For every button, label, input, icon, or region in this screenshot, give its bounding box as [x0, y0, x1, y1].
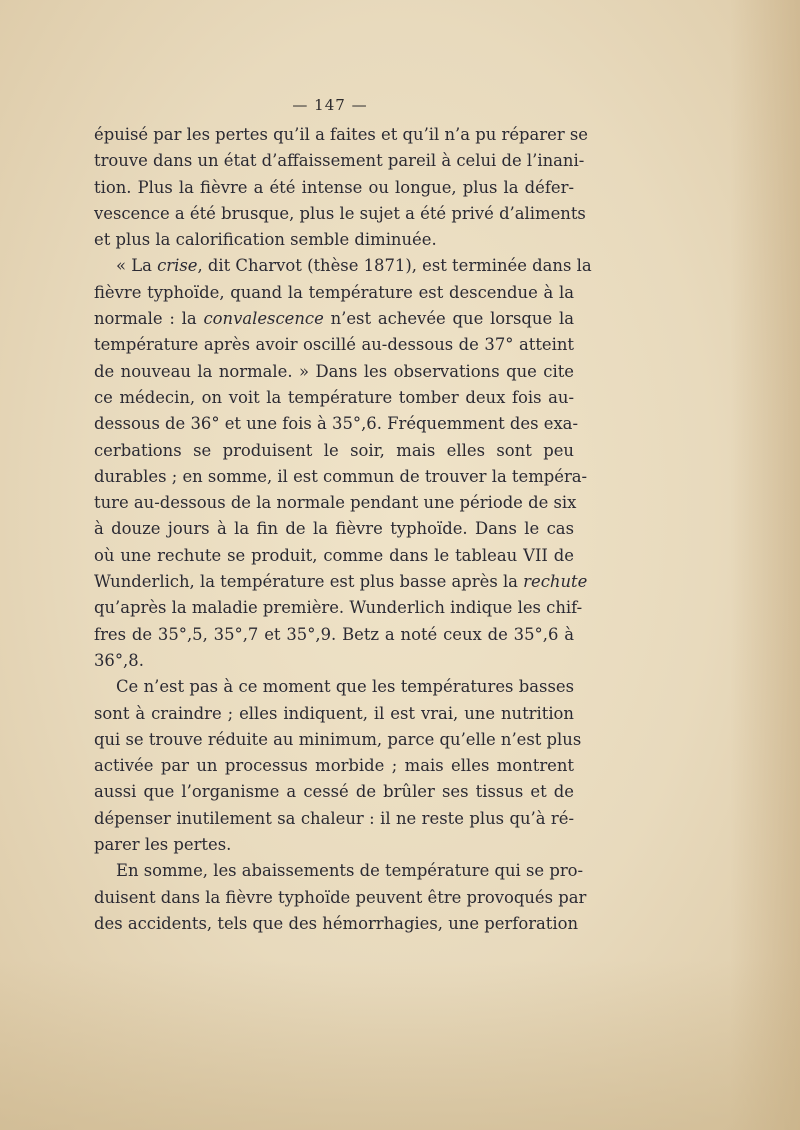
text-fragment: « La: [116, 256, 158, 276]
body-text: [94, 122, 592, 937]
text-line: 36°,8.: [94, 650, 144, 670]
text-fragment: normale : la: [94, 309, 204, 329]
text-line: durables ; en somme, il est commun de trouver la tempéra-: [94, 466, 588, 486]
text-line: sont à craindre ; elles indiquent, il est vrai, une nutrition: [94, 703, 574, 723]
text-fragment: Wunderlich, la température est plus basse après la: [94, 572, 524, 592]
text-line: de nouveau la normale. » Dans les observations que cite: [94, 361, 574, 381]
text-line: à douze jours à la fin de la fièvre typhoïde. Dans le cas: [94, 519, 574, 539]
text-line: fres de 35°,5, 35°,7 et 35°,9. Betz a noté ceux de 35°,6 à: [94, 624, 574, 644]
text-line: vescence a été brusque, plus le sujet a été privé d’aliments: [94, 203, 586, 223]
italic-term-crise: crise: [157, 256, 198, 276]
text-line: Ce n’est pas à ce moment que les températures basses: [116, 677, 574, 697]
text-line: ture au-dessous de la normale pendant une période de six: [94, 493, 577, 513]
text-line: qu’après la maladie première. Wunderlich indique les chif-: [94, 598, 583, 618]
text-line: aussi que l’organisme a cessé de brûler ses tissus et de: [94, 782, 574, 802]
text-line: qui se trouve réduite au minimum, parce qu’elle n’est plus: [94, 729, 582, 749]
text-line: et plus la calorification semble diminuée.: [94, 230, 437, 250]
text-fragment: n’est achevée que lorsque la: [323, 309, 574, 329]
text-line: [94, 253, 592, 279]
text-line: température après avoir oscillé au-dessous de 37° atteint: [94, 335, 574, 355]
text-line: fièvre typhoïde, quand la température est descendue à la: [94, 282, 574, 302]
text-line: dessous de 36° et une fois à 35°,6. Fréquemment des exa-: [94, 414, 578, 434]
text-line: épuisé par les pertes qu’il a faites et qu’il n’a pu réparer se: [94, 125, 588, 144]
italic-term-rechute: rechute: [523, 572, 588, 592]
italic-term-convalescence: convalescence: [203, 309, 324, 329]
text-line: activée par un processus morbide ; mais elles montrent: [94, 756, 574, 776]
text-line: trouve dans un état d’affaissement pareil à celui de l’inani-: [94, 151, 585, 171]
text-line: cerbations se produisent le soir, mais elles sont peu: [94, 440, 574, 460]
page-number: — 147 —: [292, 96, 368, 114]
text-line: duisent dans la fièvre typhoïde peuvent être provoqués par: [94, 887, 587, 907]
text-line: En somme, les abaissements de température qui se pro-: [116, 861, 584, 881]
text-line: tion. Plus la fièvre a été intense ou longue, plus la défer-: [94, 177, 574, 197]
text-line: parer les pertes.: [94, 835, 232, 855]
text-line: des accidents, tels que des hémorrhagies, une perforation: [94, 913, 579, 933]
text-line: [94, 306, 574, 332]
text-line: [94, 569, 588, 595]
text-line: où une rechute se produit, comme dans le tableau VII de: [94, 545, 574, 565]
text-line: ce médecin, on voit la température tomber deux fois au-: [94, 387, 574, 407]
text-line: dépenser inutilement sa chaleur : il ne reste plus qu’à ré-: [94, 808, 574, 828]
text-fragment: , dit Charvot (thèse 1871), est terminée dans la: [197, 256, 592, 276]
